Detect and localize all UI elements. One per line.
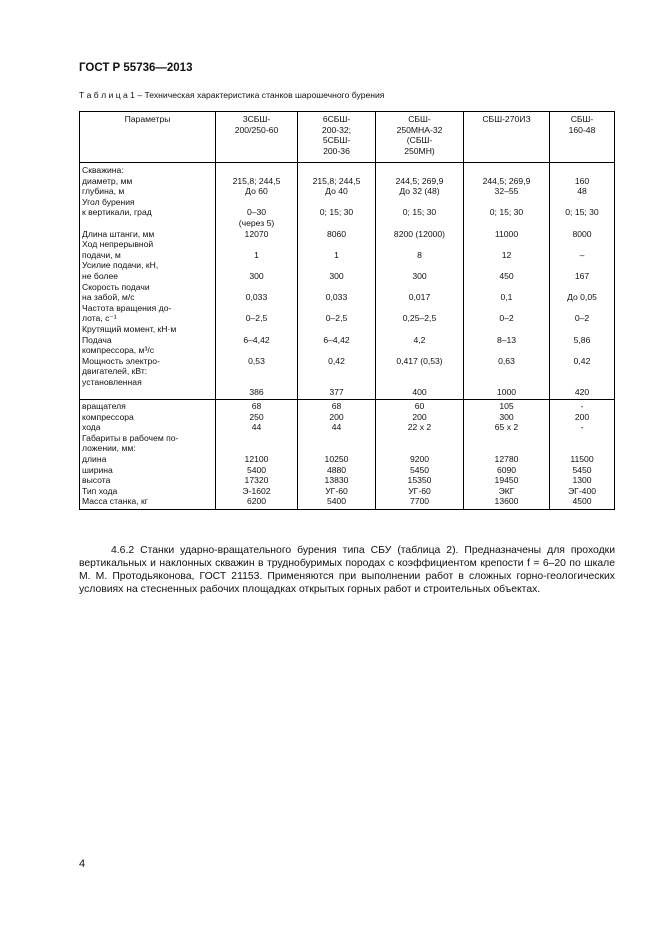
values-cell-6sbsh: 215,8; 244,5 До 40 0; 15; 30 8060 1 300 0,033 0–2,5 6–4,42 0,42 377 xyxy=(298,163,376,400)
values-cell-sbsh-160: 160 48 0; 15; 30 8000 – 167 До 0,05 0–2 5,86 0,42 420 xyxy=(550,163,615,400)
values-cell-sbsh-250: 60 200 22 х 2 9200 5450 15350 УГ-60 7700 xyxy=(376,400,464,510)
table-row xyxy=(80,163,615,400)
values-cell-3sbsh: 68 250 44 12100 5400 17320 Э-1602 6200 xyxy=(216,400,298,510)
values-cell-sbsh-160: - 200 - 11500 5450 1300 ЭГ-400 4500 xyxy=(550,400,615,510)
values-cell-6sbsh: 68 200 44 10250 4880 13830 УГ-60 5400 xyxy=(298,400,376,510)
param-names-cell: Скважина: диаметр, мм глубина, м Угол бурения к вертикали, град Длина штанги, мм Ход непрерывной подачи, м Усилие подачи, кН, не более Скорость подачи на забой, м/с Частота вращения до- лота, с⁻¹ Крутящий момент, кН·м Подача компрессора, м³/с Мощность электро- двигателей, кВт: установленная xyxy=(80,163,216,400)
column-header-6sbsh: 6СБШ- 200-32; 5СБШ- 200-36 xyxy=(298,112,376,163)
table-header-row xyxy=(80,112,615,163)
column-header-sbsh-270: СБШ-270ИЗ xyxy=(464,112,550,163)
param-names-cell: вращателя компрессора хода Габариты в рабочем по- ложении, мм: длина ширина высота Тип хода Масса станка, кг xyxy=(80,400,216,510)
column-header-parameters: Параметры xyxy=(80,112,216,163)
table-caption: Т а б л и ц а 1 – Техническая характеристика станков шарошечного бурения xyxy=(79,90,385,100)
column-header-sbsh-250: СБШ- 250МНА-32 (СБШ- 250МН) xyxy=(376,112,464,163)
section-paragraph: 4.6.2 Станки ударно-вращательного бурения типа СБУ (таблица 2). Предназначены для проходки вертикальных и наклонных скважин в труднобуримых породах с коэффициентом крепости f = 6–20 по шкале М. М. Протодьяконова, ГОСТ 21153. Применяются при выполнении работ в сложных горно-геологических условиях на стесненных рабочих площадках открытых горных работ и строительных объектах. xyxy=(79,545,615,596)
values-cell-sbsh-250: 244,5; 269,9 До 32 (48) 0; 15; 30 8200 (12000) 8 300 0,017 0,25–2,5 4,2 0,417 (0,53) 400 xyxy=(376,163,464,400)
page-number: 4 xyxy=(79,858,86,870)
document-code: ГОСТ Р 55736—2013 xyxy=(79,62,193,74)
column-header-sbsh-160: СБШ- 160-48 xyxy=(550,112,615,163)
values-cell-sbsh-270: 105 300 65 х 2 12780 6090 19450 ЭКГ 13600 xyxy=(464,400,550,510)
specs-table xyxy=(79,111,615,510)
values-cell-3sbsh: 215,8; 244,5 До 60 0–30 (через 5) 12070 1 300 0,033 0–2,5 6–4,42 0,53 386 xyxy=(216,163,298,400)
table-row xyxy=(80,400,615,510)
values-cell-sbsh-270: 244,5; 269,9 32–55 0; 15; 30 11000 12 450 0,1 0–2 8–13 0,63 1000 xyxy=(464,163,550,400)
column-header-3sbsh: 3СБШ- 200/250-60 xyxy=(216,112,298,163)
